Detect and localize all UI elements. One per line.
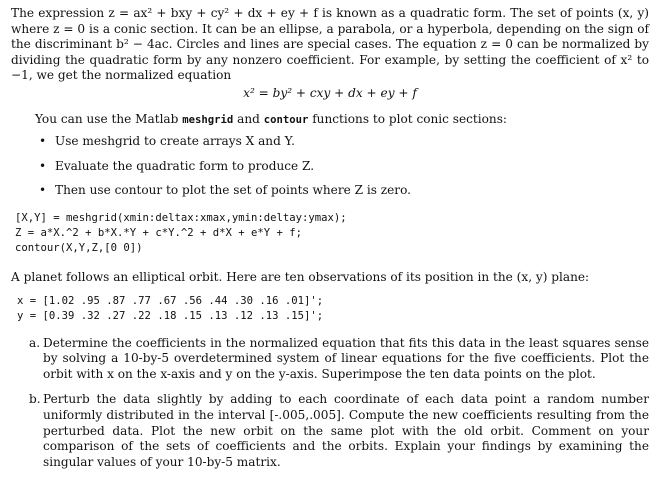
question-text: Perturb the data slightly by adding to each coordinate of each data point a random number uniformly distributed in the interval [-.005,.005]. Compute the new coefficients resulting from the perturbed data. Plot the new orbit on the same plot with the old orbit. Comment on your comparison of the sets of coefficients and the orbits. Explain your findings by examining the singular values of your 10-by-5 matrix. (43, 392, 649, 469)
list-item (39, 159, 649, 175)
intro-paragraph: The expression z = ax² + bxy + cy² + dx + ey + f is known as a quadratic form. The set of points (x, y) where z = 0 is a conic section. It can be an ellipse, a parabola, or a hyperbola, depending on the sign of the discriminant b² − 4ac. Circles and lines are special cases. The equation z = 0 can be normalized by dividing the quadratic form by any nonzero coefficient. For example, by setting the coefficient of x² to −1, we get the normalized equation (11, 6, 649, 83)
bullet-icon: • (39, 134, 47, 149)
code-line: [X,Y] = meshgrid(xmin:deltax:xmax,ymin:deltay:ymax); (15, 211, 347, 224)
steps-list (11, 134, 649, 199)
question-label: a. (29, 335, 41, 350)
step-text: Then use contour to plot the set of points where Z is zero. (55, 183, 411, 198)
code-line: Z = a*X.^2 + b*X.*Y + c*Y.^2 + d*X + e*Y + f; (15, 226, 303, 239)
data-line-x: x = [1.02 .95 .87 .77 .67 .56 .44 .30 .16 .01]'; (17, 294, 324, 307)
normalized-equation: x² = by² + cxy + dx + ey + f (243, 85, 417, 100)
data-line-y: y = [0.39 .32 .27 .22 .18 .15 .13 .12 .13 .15]'; (17, 309, 324, 322)
question-label: b. (29, 392, 41, 407)
question-a (11, 336, 649, 383)
matlab-intro (35, 112, 649, 129)
question-text: Determine the coefficients in the normalized equation that fits this data in the least squares sense by solving a 10-by-5 overdetermined system of linear equations for the five coefficients. Plot the orbit with x on the x-axis and y on the y-axis. Superimpose the ten data points on the plot. (43, 335, 649, 381)
meshgrid-fn: meshgrid (182, 113, 234, 126)
list-item (39, 134, 649, 150)
data-block (17, 294, 649, 324)
bullet-icon: • (39, 158, 47, 173)
orbit-text: A planet follows an elliptical orbit. Here are ten observations of its position in the (x, y) plane: (11, 269, 590, 284)
matlab-intro-after: functions to plot conic sections: (308, 111, 508, 126)
code-line: contour(X,Y,Z,[0 0]) (15, 241, 143, 254)
code-block (15, 211, 649, 256)
matlab-intro-mid: and (233, 111, 264, 126)
list-item (39, 183, 649, 199)
step-text: Evaluate the quadratic form to produce Z. (55, 158, 315, 173)
contour-fn: contour (263, 113, 309, 126)
bullet-icon: • (39, 183, 47, 198)
matlab-intro-before: You can use the Matlab (35, 111, 183, 126)
step-text: Use meshgrid to create arrays X and Y. (55, 134, 295, 149)
question-b (11, 392, 649, 470)
